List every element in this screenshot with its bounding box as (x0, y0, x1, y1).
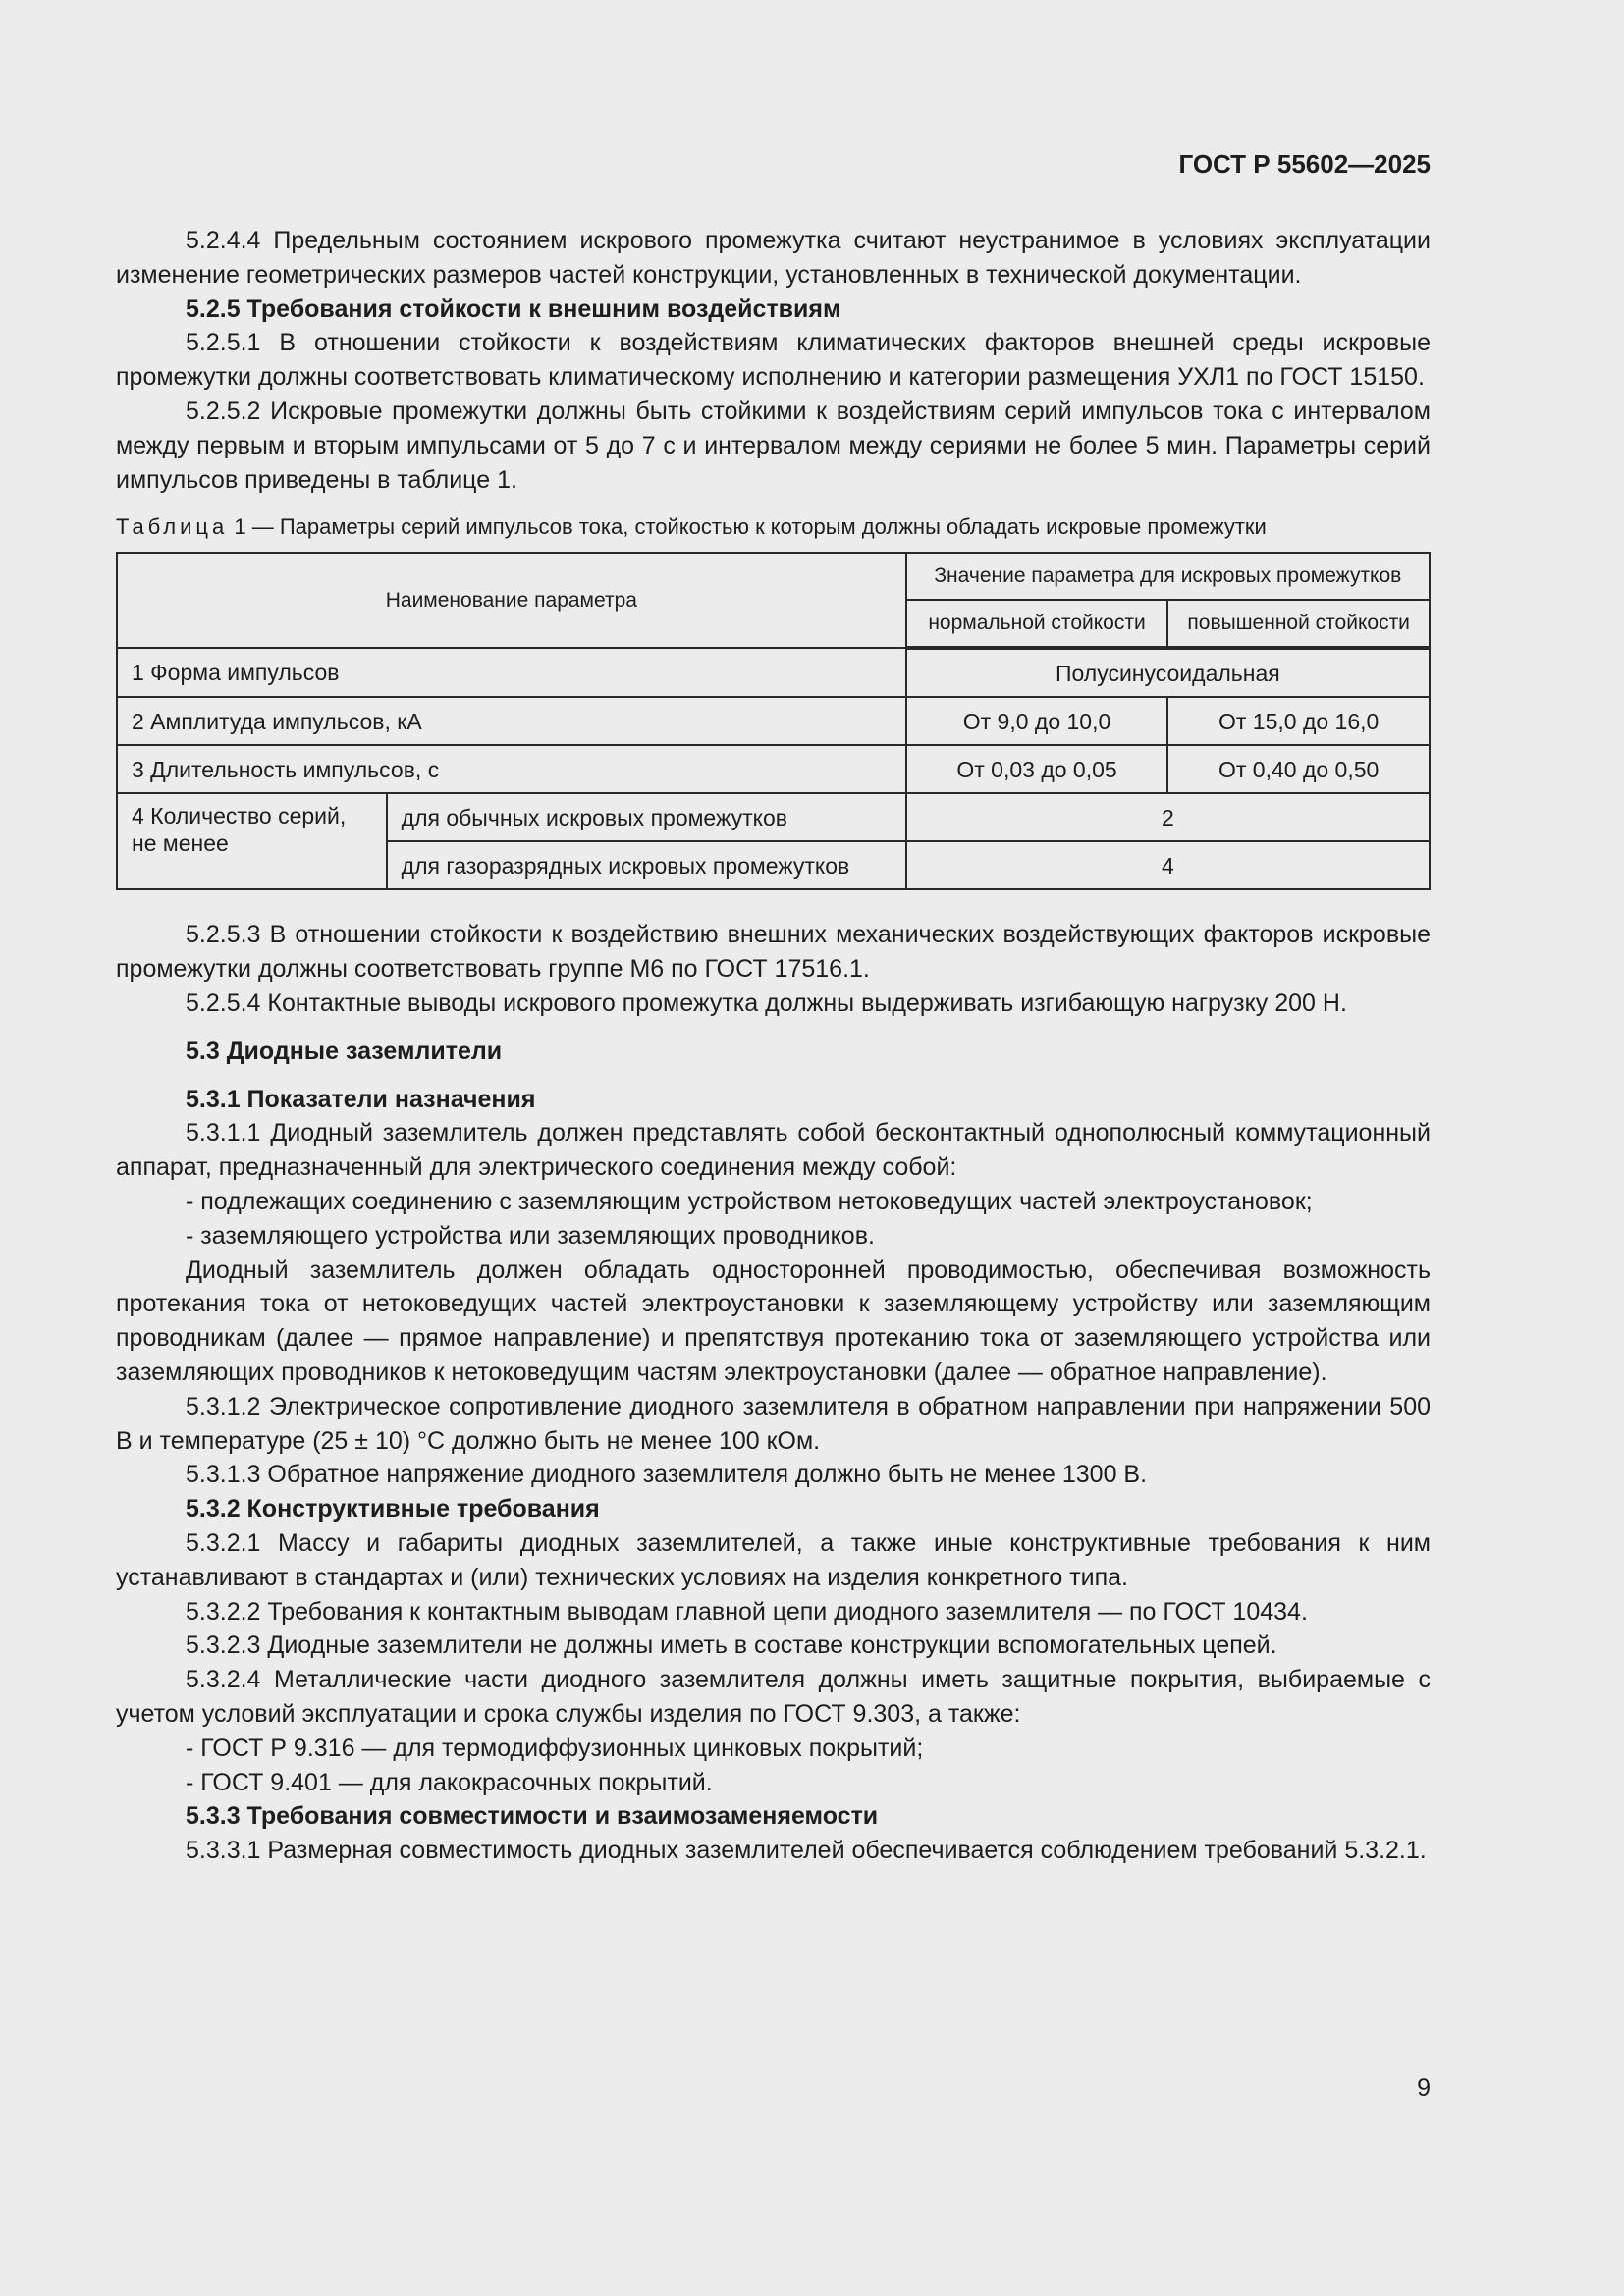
list-item-1: - подлежащих соединению с заземляющим устройством нетоковедущих частей электроустановок; (186, 1187, 1313, 1215)
paragraph-5-3-3-1: 5.3.3.1 Размерная совместимость диодных заземлителей обеспечивается соблюдением требований 5.3.2.1. (186, 1837, 1427, 1865)
table-caption (116, 512, 1431, 542)
table-row-4a-value: 2 (906, 793, 1430, 841)
paragraph-5-3-1-3: 5.3.1.3 Обратное напряжение диодного заземлителя должно быть не менее 1300 В. (186, 1461, 1148, 1489)
heading-5-3-2: 5.3.2 Конструктивные требования (186, 1495, 600, 1523)
heading-5-3-1: 5.3.1 Показатели назначения (186, 1085, 536, 1113)
section-5-3-title: 5.3 Диодные заземлители (186, 1037, 503, 1065)
table-row-4a-subparam: для обычных искровых промежутков (387, 793, 906, 841)
paragraph-5-3-2-3: 5.3.2.3 Диодные заземлители не должны иметь в составе конструкции вспомогательных цепей. (186, 1631, 1277, 1660)
table-row-1-name: 1 Форма импульсов (117, 648, 906, 697)
paragraph-5-3-1-2: 5.3.1.2 Электрическое сопротивление диодного заземлителя в обратном направлении при напряжении 500 В и температуре (25 ± 10) °С должно быть не менее 100 кОм. (116, 1392, 1431, 1455)
table-row-4b-subparam: для газоразрядных искровых промежутков (387, 841, 906, 889)
table-caption-text: 1 — Параметры серий импульсов тока, стойкостью к которым должны обладать искровые промежутки (234, 514, 1267, 540)
table-row-3-high: От 0,40 до 0,50 (1167, 745, 1430, 793)
table-row-2-high: От 15,0 до 16,0 (1167, 697, 1430, 745)
paragraph-5-3-2-2: 5.3.2.2 Требования к контактным выводам главной цепи диодного заземлителя — по ГОСТ 10434. (186, 1597, 1308, 1626)
impulse-parameters-table (116, 552, 1431, 890)
table-row-4-name: 4 Количество серий, не менее (117, 793, 387, 889)
paragraph-diode-description: Диодный заземлитель должен обладать односторонней проводимостью, обеспечивая возможность протекания тока от нетоковедущих частей электроустановки к заземляющему устройству или заземляющим проводникам (далее — прямое направление) и препятствуя протеканию тока от заземляющего устройства или заземляющих проводников к нетоковедущим частям электроустановки (далее — обратное направление). (116, 1255, 1431, 1386)
paragraph-5-3-2-4: 5.3.2.4 Металлические части диодного заземлителя должны иметь защитные покрытия, выбираемые с учетом условий эксплуатации и срока службы изделия по ГОСТ 9.303, а также: (116, 1666, 1431, 1728)
table-header-high: повышенной стойкости (1167, 600, 1430, 648)
paragraph-5-2-5-4: 5.2.5.4 Контактные выводы искрового промежутка должны выдерживать изгибающую нагрузку 200 Н. (186, 988, 1347, 1017)
table-header-parameter: Наименование параметра (117, 553, 906, 648)
heading-5-3-3: 5.3.3 Требования совместимости и взаимозаменяемости (186, 1802, 879, 1831)
document-header: ГОСТ Р 55602—2025 (1178, 149, 1431, 179)
table-row-1-value: Полусинусоидальная (906, 648, 1430, 697)
paragraph-5-2-5-2: 5.2.5.2 Искровые промежутки должны быть стойкими к воздействиям серий импульсов тока с интервалом между первым и вторым импульсами от 5 до 7 с и интервалом между сериями не более 5 мин. Параметры серий импульсов приведены в таблице 1. (116, 397, 1431, 494)
table-header-normal: нормальной стойкости (906, 600, 1168, 648)
list-item-3: - ГОСТ Р 9.316 — для термодиффузионных цинковых покрытий; (186, 1734, 924, 1762)
paragraph-5-2-5-3: 5.2.5.3 В отношении стойкости к воздействию внешних механических воздействующих факторов искровые промежутки должны соответствовать группе М6 по ГОСТ 17516.1. (116, 921, 1431, 984)
paragraph-5-2-4-4: 5.2.4.4 Предельным состоянием искрового промежутка считают неустранимое в условиях эксплуатации изменение геометрических размеров частей конструкции, установленных в технической документации. (116, 227, 1431, 289)
page-number: 9 (1417, 2074, 1431, 2102)
table-row-3-name: 3 Длительность импульсов, с (117, 745, 906, 793)
document-body (116, 224, 1431, 1868)
heading-5-2-5: 5.2.5 Требования стойкости к внешним воздействиям (186, 294, 841, 323)
list-item-4: - ГОСТ 9.401 — для лакокрасочных покрытий. (186, 1768, 713, 1796)
table-row-4b-value: 4 (906, 841, 1430, 889)
paragraph-5-3-1-1: 5.3.1.1 Диодный заземлитель должен представлять собой бесконтактный однополюсный коммутационный аппарат, предназначенный для электрического соединения между собой: (116, 1119, 1431, 1182)
table-row-2-normal: От 9,0 до 10,0 (906, 697, 1168, 745)
paragraph-5-3-2-1: 5.3.2.1 Массу и габариты диодных заземлителей, а также иные конструктивные требования к ним устанавливают в стандартах и (или) технических условиях на изделия конкретного типа. (116, 1528, 1431, 1591)
table-row-2-name: 2 Амплитуда импульсов, кА (117, 697, 906, 745)
table-row-3-normal: От 0,03 до 0,05 (906, 745, 1168, 793)
list-item-2: - заземляющего устройства или заземляющих проводников. (186, 1221, 875, 1250)
paragraph-5-2-5-1: 5.2.5.1 В отношении стойкости к воздействиям климатических факторов внешней среды искровые промежутки должны соответствовать климатическому исполнению и категории размещения УХЛ1 по ГОСТ 15150. (116, 329, 1431, 392)
table-caption-label: Таблица (116, 514, 229, 540)
table-header-value: Значение параметра для искровых промежутков (906, 553, 1430, 600)
